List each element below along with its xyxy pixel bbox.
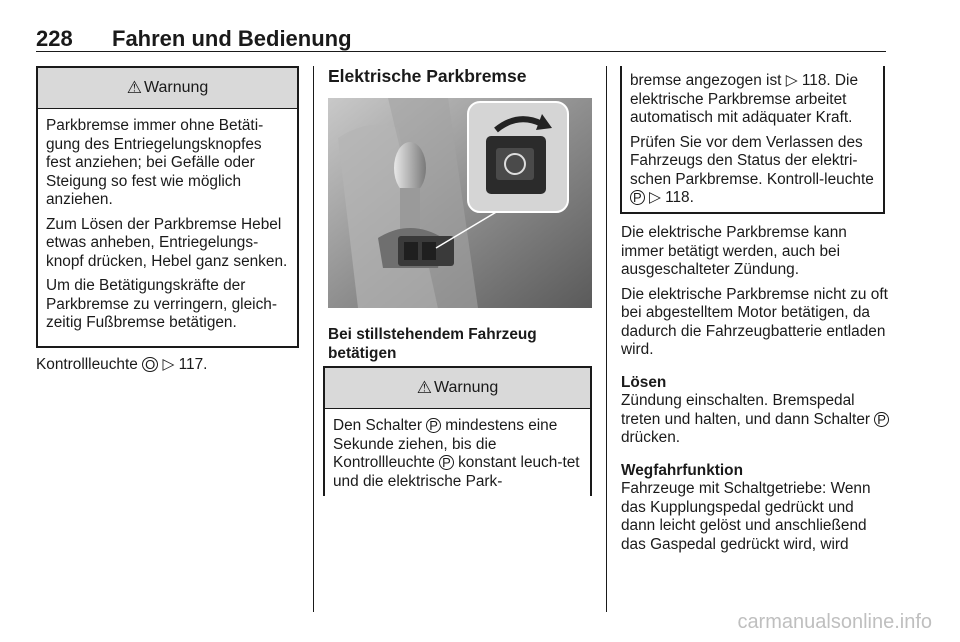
- ref-arrow-icon: ▷: [648, 189, 661, 206]
- warning-paragraph: Um die Betätigungskräfte der Parkbremse zu verringern, gleich-zeitig Fußbremse betätigen.: [46, 277, 277, 331]
- park-indicator-icon: P: [630, 190, 645, 205]
- watermark: carmanualsonline.info: [737, 611, 932, 633]
- warning-title: Warnung: [143, 79, 209, 96]
- text-run: 118.: [665, 189, 694, 206]
- page-number: 228: [36, 26, 73, 51]
- loesen-heading: Lösen: [621, 373, 667, 391]
- text-run: Den Schalter: [333, 417, 422, 434]
- body-paragraph: Fahrzeuge mit Schaltgetriebe: Wenn das Kupplungspedal gedrückt und dann leicht gelöst und anschließend das Gaspedal gedrückt wird, wird: [621, 480, 871, 553]
- sub-heading-text: Bei stillstehendem Fahrzeug betätigen: [328, 326, 537, 362]
- indicator-label: Kontrollleuchte: [36, 356, 138, 373]
- warning-title: Warnung: [433, 379, 499, 396]
- text-run: drücken.: [621, 429, 681, 446]
- park-indicator-icon: P: [439, 455, 454, 470]
- page-ref: 117.: [178, 356, 208, 373]
- warning-box-continued: [620, 66, 885, 214]
- wegfahr-heading: Wegfahrfunktion: [621, 461, 743, 479]
- text-run: konstant leuch-tet und die elektrische Park-: [333, 454, 580, 490]
- indicator-reference: [36, 356, 306, 375]
- text-run: Zündung einschalten. Bremspedal treten und halten, und dann Schalter: [621, 392, 871, 428]
- body-paragraph: [621, 392, 889, 448]
- warning-paragraph: Zum Lösen der Parkbremse Hebel etwas anheben, Entriegelungs-knopf drücken, Hebel ganz senken.: [46, 215, 288, 270]
- ref-arrow-icon: ▷: [785, 72, 798, 89]
- body-paragraph: Die elektrische Parkbremse nicht zu oft bei abgestelltem Motor betätigen, da dadurch die Fahrzeugbatterie entladen wird.: [621, 285, 888, 358]
- brake-indicator-icon: O: [142, 357, 158, 372]
- header-rule: [36, 51, 886, 52]
- column-divider-1: [313, 66, 314, 612]
- warning-header: [325, 368, 590, 409]
- warning-paragraph: [630, 134, 875, 208]
- park-switch-icon: P: [426, 418, 441, 433]
- text-run: Prüfen Sie vor dem Verlassen des Fahrzeugs den Status der elektri-schen Parkbremse. Kontroll-leuchte: [630, 133, 874, 188]
- warning-box-lever-brake: [36, 66, 299, 348]
- chapter-title: Fahren und Bedienung: [112, 26, 352, 51]
- body-paragraph: Die elektrische Parkbremse kann immer betätigt werden, auch bei ausgeschalteter Zündung.: [621, 224, 847, 278]
- warning-header: [38, 68, 297, 109]
- ref-arrow-icon: ▷: [162, 356, 175, 373]
- page-header: [36, 26, 886, 52]
- text-run: 118. Die elektrische Parkbremse arbeitet automatisch mit adäquater Kraft.: [630, 72, 859, 126]
- section-title: Elektrische Parkbremse: [328, 66, 527, 86]
- warning-triangle-icon: ⚠: [126, 78, 142, 97]
- column-divider-2: [606, 66, 607, 612]
- parking-brake-switch-figure: [328, 98, 592, 308]
- warning-paragraph: Parkbremse immer ohne Betäti-gung des Entriegelungsknopfes fest anziehen; bei Gefälle oder Steigung so fest wie möglich anziehen.: [46, 117, 264, 208]
- text-run: bremse angezogen ist: [630, 72, 782, 89]
- column-3-body: [621, 224, 889, 560]
- sub-heading: [328, 326, 598, 363]
- warning-triangle-icon: ⚠: [416, 378, 432, 397]
- park-switch-icon: P: [874, 412, 889, 427]
- warning-paragraph: [630, 72, 875, 128]
- text-run: mindestens eine Sekunde ziehen, bis die Kontrollleuchte: [333, 417, 558, 471]
- warning-paragraph: [333, 417, 582, 491]
- warning-box-electric-brake: [323, 366, 592, 496]
